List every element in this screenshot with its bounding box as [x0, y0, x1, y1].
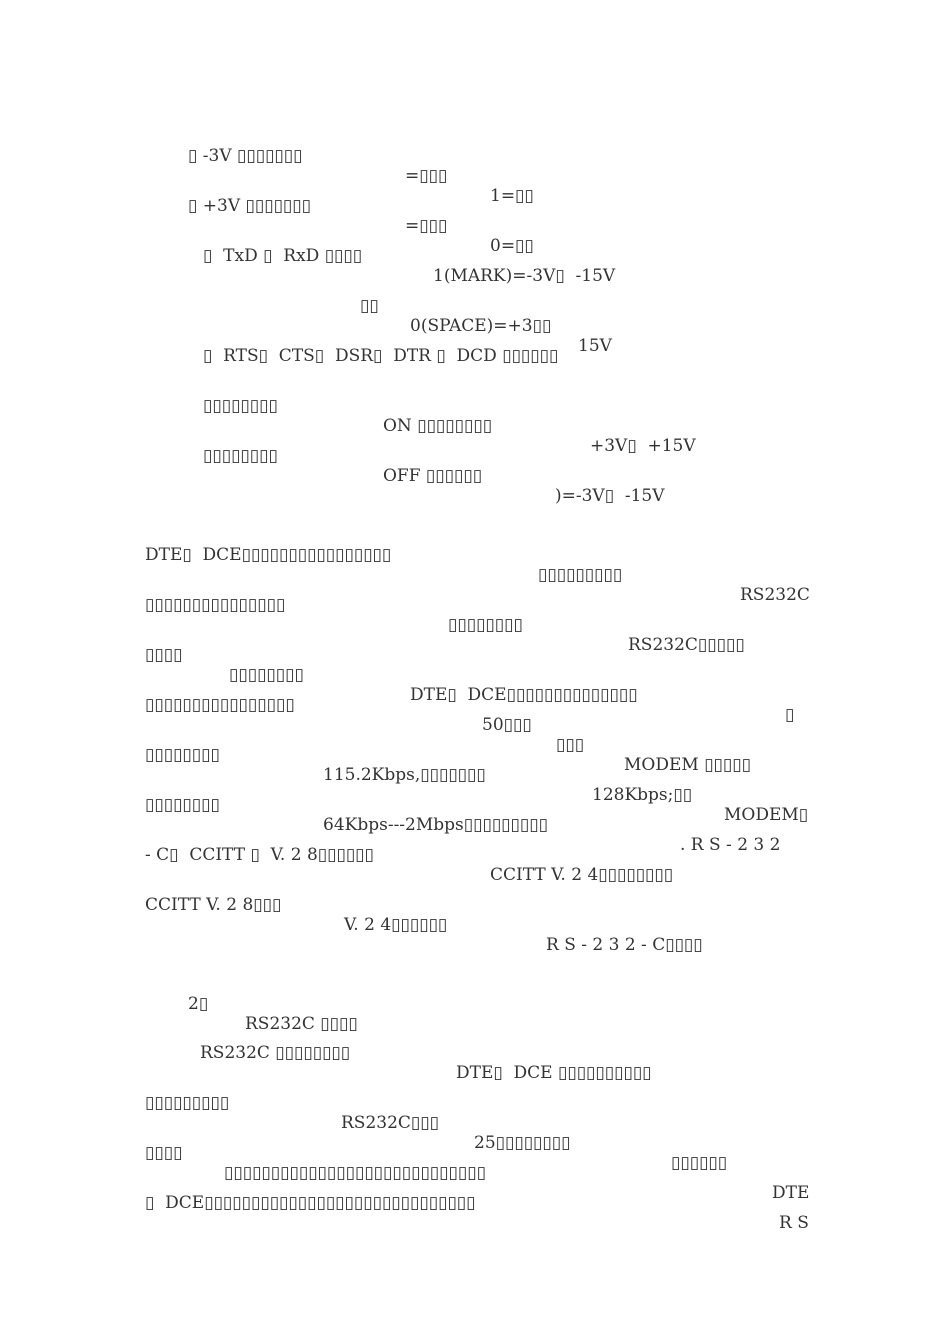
- text-segment: RS232C ▯▯▯▯▯▯▯▯: [200, 1043, 351, 1063]
- text-segment: 15V: [578, 336, 612, 356]
- text-segment: 25▯▯▯▯▯▯▯▯: [474, 1133, 571, 1153]
- text-segment: RS232C: [740, 585, 810, 605]
- text-segment: ▯▯▯▯▯▯▯▯▯: [145, 1093, 230, 1113]
- text-segment: MODEM▯: [724, 805, 809, 825]
- text-segment: ▯▯: [360, 296, 379, 316]
- text-segment: +3V▯ +15V: [590, 436, 696, 456]
- text-segment: 64Kbps---2Mbps▯▯▯▯▯▯▯▯▯: [323, 815, 548, 835]
- text-segment: - C▯ CCITT ▯ V. 2 8▯▯▯▯▯▯: [145, 845, 374, 865]
- text-segment: CCITT V. 2 8▯▯▯: [145, 895, 282, 915]
- text-segment: 0=▯▯: [490, 236, 534, 256]
- text-segment: 115.2Kbps,▯▯▯▯▯▯▯: [323, 765, 486, 785]
- text-segment: ▯ +3V ▯▯▯▯▯▯▯: [188, 196, 311, 216]
- text-segment: V. 2 4▯▯▯▯▯▯: [344, 915, 448, 935]
- text-segment: ▯▯▯▯▯▯▯▯▯▯▯▯▯▯▯▯: [145, 695, 295, 715]
- text-segment: ▯▯▯▯▯▯▯▯▯▯▯▯▯▯▯▯▯▯▯▯▯▯▯▯▯▯▯▯: [224, 1163, 486, 1183]
- text-segment: ▯ DCE▯▯▯▯▯▯▯▯▯▯▯▯▯▯▯▯▯▯▯▯▯▯▯▯▯▯▯▯▯: [145, 1193, 476, 1213]
- text-segment: )=-3V▯ -15V: [555, 486, 665, 506]
- text-segment: ON ▯▯▯▯▯▯▯▯: [383, 416, 493, 436]
- text-segment: DTE▯ DCE▯▯▯▯▯▯▯▯▯▯▯▯▯▯: [410, 685, 638, 705]
- text-segment: 1(MARK)=-3V▯ -15V: [433, 266, 616, 286]
- text-segment: CCITT V. 2 4▯▯▯▯▯▯▯▯: [490, 865, 674, 885]
- text-segment: DTE: [772, 1183, 810, 1203]
- text-segment: ▯▯▯▯▯▯: [671, 1153, 728, 1173]
- text-segment: ▯ TxD ▯ RxD ▯▯▯▯: [203, 246, 363, 266]
- text-segment: DTE▯ DCE ▯▯▯▯▯▯▯▯▯▯: [456, 1063, 652, 1083]
- text-segment: ▯▯▯▯▯▯▯▯▯: [538, 565, 623, 585]
- text-segment: RS232C ▯▯▯▯: [245, 1014, 358, 1034]
- text-segment: ▯▯▯▯: [145, 1143, 183, 1163]
- text-segment: ▯▯▯▯▯▯▯▯: [448, 615, 523, 635]
- text-segment: ▯▯▯▯▯▯▯▯: [203, 396, 278, 416]
- text-segment: =▯▯▯: [405, 216, 448, 236]
- text-segment: ▯▯▯▯▯▯▯▯: [203, 446, 278, 466]
- text-segment: MODEM ▯▯▯▯▯: [624, 755, 751, 775]
- text-segment: ▯▯▯▯: [145, 645, 183, 665]
- text-segment: ▯▯▯▯▯▯▯▯: [145, 745, 220, 765]
- text-segment: RS232C▯▯▯▯▯: [628, 635, 745, 655]
- text-segment: RS232C▯▯▯: [341, 1113, 439, 1133]
- text-segment: 1=▯▯: [490, 186, 534, 206]
- text-segment: 50▯▯▯: [482, 715, 532, 735]
- text-segment: 128Kbps;▯▯: [592, 785, 693, 805]
- text-segment: R S: [779, 1213, 809, 1233]
- text-segment: ▯: [785, 705, 795, 725]
- text-segment: R S - 2 3 2 - C▯▯▯▯: [546, 935, 703, 955]
- text-segment: ▯▯▯▯▯▯▯▯: [145, 795, 220, 815]
- text-segment: ▯ -3V ▯▯▯▯▯▯▯: [188, 146, 303, 166]
- text-segment: ▯ RTS▯ CTS▯ DSR▯ DTR ▯ DCD ▯▯▯▯▯▯: [203, 346, 559, 366]
- text-segment: ▯▯▯: [556, 735, 585, 755]
- text-segment: DTE▯ DCE▯▯▯▯▯▯▯▯▯▯▯▯▯▯▯▯: [145, 545, 392, 565]
- text-segment: . R S - 2 3 2: [680, 835, 781, 855]
- text-segment: 2▯: [188, 994, 209, 1014]
- text-segment: =▯▯▯: [405, 166, 448, 186]
- text-segment: ▯▯▯▯▯▯▯▯: [229, 665, 304, 685]
- text-segment: OFF ▯▯▯▯▯▯: [383, 466, 483, 486]
- text-segment: ▯▯▯▯▯▯▯▯▯▯▯▯▯▯▯: [145, 595, 286, 615]
- text-segment: 0(SPACE)=+3▯▯: [410, 316, 552, 336]
